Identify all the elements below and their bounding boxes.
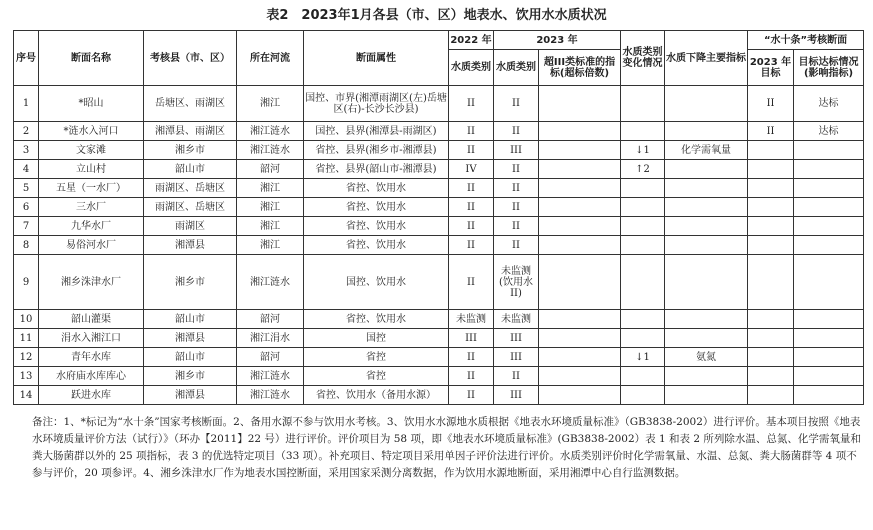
cell-class-2023: III [494,386,539,405]
cell-change [621,86,665,122]
cell-class-2022: II [449,217,494,236]
cell-attr: 省控、饮用水 [304,236,449,255]
cell-attr: 国控 [304,329,449,348]
table-row [14,122,864,141]
cell-decline [665,255,748,310]
cell-exceed [539,367,621,386]
cell-river: 湘江 [237,179,304,198]
cell-target [748,217,794,236]
cell-class-2022: II [449,141,494,160]
table-row [14,386,864,405]
cell-class-2022: III [449,329,494,348]
page-title: 表2 2023年1月各县（市、区）地表水、饮用水水质状况 [266,8,607,23]
cell-target [748,329,794,348]
cell-decline [665,217,748,236]
cell-river: 湘江涟水 [237,255,304,310]
cell-river: 湘江涓水 [237,329,304,348]
cell-status [794,310,864,329]
cell-decline: 氨氮 [665,348,748,367]
header-county: 考核县（市、区） [144,31,237,86]
cell-target [748,198,794,217]
cell-target [748,386,794,405]
header-change: 水质类别变化情况 [621,31,665,86]
cell-change [621,179,665,198]
cell-exceed [539,86,621,122]
cell-no: 13 [14,367,39,386]
cell-attr: 省控、饮用水 [304,179,449,198]
cell-river: 韶河 [237,310,304,329]
table-row [14,141,864,160]
header-2023: 2023 年 [494,31,621,50]
cell-no: 6 [14,198,39,217]
table-row [14,236,864,255]
cell-decline: 化学需氧量 [665,141,748,160]
cell-class-2022: II [449,198,494,217]
cell-class-2022: II [449,367,494,386]
cell-no: 1 [14,86,39,122]
header-status: 目标达标情况(影响指标) [794,50,864,86]
cell-change [621,367,665,386]
cell-exceed [539,160,621,179]
cell-no: 9 [14,255,39,310]
cell-status [794,217,864,236]
cell-river: 韶河 [237,348,304,367]
cell-class-2023: II [494,367,539,386]
cell-county: 韶山市 [144,348,237,367]
cell-river: 湘江涟水 [237,367,304,386]
cell-name: 三水厂 [39,198,144,217]
cell-no: 10 [14,310,39,329]
header-decline: 水质下降主要指标 [665,31,748,86]
cell-no: 8 [14,236,39,255]
cell-target [748,310,794,329]
cell-river: 湘江 [237,217,304,236]
cell-class-2023: III [494,141,539,160]
cell-name: 立山村 [39,160,144,179]
cell-decline [665,236,748,255]
cell-change [621,310,665,329]
cell-exceed [539,386,621,405]
cell-name: *涟水入河口 [39,122,144,141]
cell-county: 湘潭县 [144,329,237,348]
cell-target [748,179,794,198]
cell-attr: 省控、饮用水 [304,310,449,329]
cell-class-2023: 未监测(饮用水II) [494,255,539,310]
footnote: 备注：1、*标记为“水十条”国家考核断面。2、备用水源不参与饮用水考核。3、饮用水水源地水质根据《地表水环境质量标准》（GB3838-2002）进行评价。基本项目按照《地表水环境质量评价方法（试行）》（环办【2011】22 号）进行评价。评价项目为 58 项，即《地表水环境质量标准》(GB3838-2002）表 1 和表 2 所列除水温、总氮、化学需氧量和粪大肠菌群以外的 25 项指标，表 3 的优选特定项目（33 项）。补充项目、特定项目采用单因子评价法进行评价。水质类别评价时化学需氧量、水温、总氮、粪大肠菌群等 4 项不参与评价，20 项参评。4、湘乡洙津水厂作为地表水国控断面，采用国家采测分离数据，作为饮用水源地断面，采用湘潭中心自行监测数据。 [32,416,861,479]
cell-change [621,255,665,310]
table-row [14,86,864,122]
cell-status [794,386,864,405]
cell-class-2022: II [449,122,494,141]
cell-class-2023: II [494,198,539,217]
cell-name: 涓水入湘江口 [39,329,144,348]
cell-county: 湘潭县 [144,386,237,405]
cell-target: II [748,86,794,122]
cell-decline [665,160,748,179]
cell-attr: 省控 [304,348,449,367]
cell-target [748,141,794,160]
cell-change: ↑2 [621,160,665,179]
cell-exceed [539,141,621,160]
cell-class-2023: II [494,122,539,141]
table-row [14,179,864,198]
cell-status [794,348,864,367]
cell-change [621,217,665,236]
cell-status [794,141,864,160]
cell-decline [665,367,748,386]
cell-county: 湘乡市 [144,367,237,386]
cell-decline [665,86,748,122]
cell-target [748,236,794,255]
cell-county: 湘乡市 [144,255,237,310]
cell-status [794,179,864,198]
cell-no: 11 [14,329,39,348]
cell-change: ↓1 [621,348,665,367]
cell-name: 水府庙水库库心 [39,367,144,386]
cell-exceed [539,198,621,217]
header-no: 序号 [14,31,39,86]
cell-change [621,198,665,217]
cell-exceed [539,122,621,141]
cell-status [794,329,864,348]
header-attr: 断面属性 [304,31,449,86]
cell-name: 湘乡洙津水厂 [39,255,144,310]
cell-attr: 省控、饮用水 [304,217,449,236]
cell-county: 岳塘区、雨湖区 [144,86,237,122]
cell-class-2022: II [449,236,494,255]
cell-exceed [539,236,621,255]
cell-class-2023: 未监测 [494,310,539,329]
cell-no: 7 [14,217,39,236]
cell-attr: 国控、县界(湘潭县-雨湖区) [304,122,449,141]
cell-attr: 省控、饮用水 [304,198,449,217]
cell-class-2022: IV [449,160,494,179]
cell-exceed [539,329,621,348]
cell-status: 达标 [794,122,864,141]
cell-exceed [539,217,621,236]
cell-class-2022: II [449,179,494,198]
table-row [14,160,864,179]
cell-class-2023: II [494,217,539,236]
header-exceed: 超III类标准的指标(超标倍数) [539,50,621,86]
header-2022-class: 水质类别 [449,50,494,86]
cell-target [748,367,794,386]
cell-attr: 国控、饮用水 [304,255,449,310]
cell-no: 14 [14,386,39,405]
table-row [14,217,864,236]
header-2023-class: 水质类别 [494,50,539,86]
cell-attr: 省控、饮用水（备用水源） [304,386,449,405]
cell-river: 湘江涟水 [237,141,304,160]
cell-class-2023: II [494,160,539,179]
cell-name: 韶山灌渠 [39,310,144,329]
cell-name: *昭山 [39,86,144,122]
cell-status [794,160,864,179]
cell-county: 湘潭县 [144,236,237,255]
cell-status [794,255,864,310]
table-row [14,348,864,367]
cell-county: 湘乡市 [144,141,237,160]
cell-river: 湘江 [237,198,304,217]
cell-decline [665,179,748,198]
cell-decline [665,310,748,329]
table-row [14,367,864,386]
cell-river: 湘江涟水 [237,386,304,405]
cell-no: 3 [14,141,39,160]
cell-name: 五星（一水厂） [39,179,144,198]
cell-county: 雨湖区、岳塘区 [144,179,237,198]
cell-decline [665,386,748,405]
cell-exceed [539,348,621,367]
water-quality-table [13,30,864,405]
header-river: 所在河流 [237,31,304,86]
cell-river: 湘江 [237,236,304,255]
header-target: 2023 年目标 [748,50,794,86]
cell-river: 湘江涟水 [237,122,304,141]
cell-no: 2 [14,122,39,141]
cell-exceed [539,310,621,329]
cell-attr: 省控 [304,367,449,386]
cell-county: 雨湖区、岳塘区 [144,198,237,217]
cell-no: 12 [14,348,39,367]
cell-river: 湘江 [237,86,304,122]
cell-status [794,236,864,255]
cell-class-2022: II [449,86,494,122]
cell-target: II [748,122,794,141]
cell-class-2023: II [494,86,539,122]
header-ten-articles: “水十条”考核断面 [748,31,864,50]
cell-name: 易俗河水厂 [39,236,144,255]
cell-name: 文家滩 [39,141,144,160]
table-row [14,310,864,329]
cell-name: 九华水厂 [39,217,144,236]
cell-status: 达标 [794,86,864,122]
cell-target [748,160,794,179]
cell-class-2023: III [494,348,539,367]
cell-status [794,198,864,217]
header-name: 断面名称 [39,31,144,86]
cell-target [748,255,794,310]
cell-class-2023: II [494,179,539,198]
cell-no: 5 [14,179,39,198]
cell-decline [665,329,748,348]
cell-attr: 省控、县界(韶山市-湘潭县) [304,160,449,179]
cell-target [748,348,794,367]
cell-exceed [539,179,621,198]
cell-attr: 省控、县界(湘乡市-湘潭县) [304,141,449,160]
cell-no: 4 [14,160,39,179]
cell-class-2022: 未监测 [449,310,494,329]
cell-county: 雨湖区 [144,217,237,236]
cell-exceed [539,255,621,310]
cell-county: 湘潭县、雨湖区 [144,122,237,141]
table-row [14,255,864,310]
cell-change [621,329,665,348]
cell-name: 青年水库 [39,348,144,367]
cell-decline [665,198,748,217]
table-row [14,198,864,217]
header-2022: 2022 年 [449,31,494,50]
cell-change [621,236,665,255]
cell-county: 韶山市 [144,310,237,329]
cell-class-2022: II [449,386,494,405]
cell-class-2022: II [449,255,494,310]
cell-attr: 国控、市界(湘潭雨湖区(左)岳塘区(右)-长沙长沙县) [304,86,449,122]
cell-county: 韶山市 [144,160,237,179]
cell-status [794,367,864,386]
cell-change: ↓1 [621,141,665,160]
cell-river: 韶河 [237,160,304,179]
cell-class-2022: II [449,348,494,367]
cell-class-2023: III [494,329,539,348]
cell-change [621,386,665,405]
table-row [14,329,864,348]
cell-change [621,122,665,141]
cell-decline [665,122,748,141]
cell-class-2023: II [494,236,539,255]
cell-name: 跃进水库 [39,386,144,405]
